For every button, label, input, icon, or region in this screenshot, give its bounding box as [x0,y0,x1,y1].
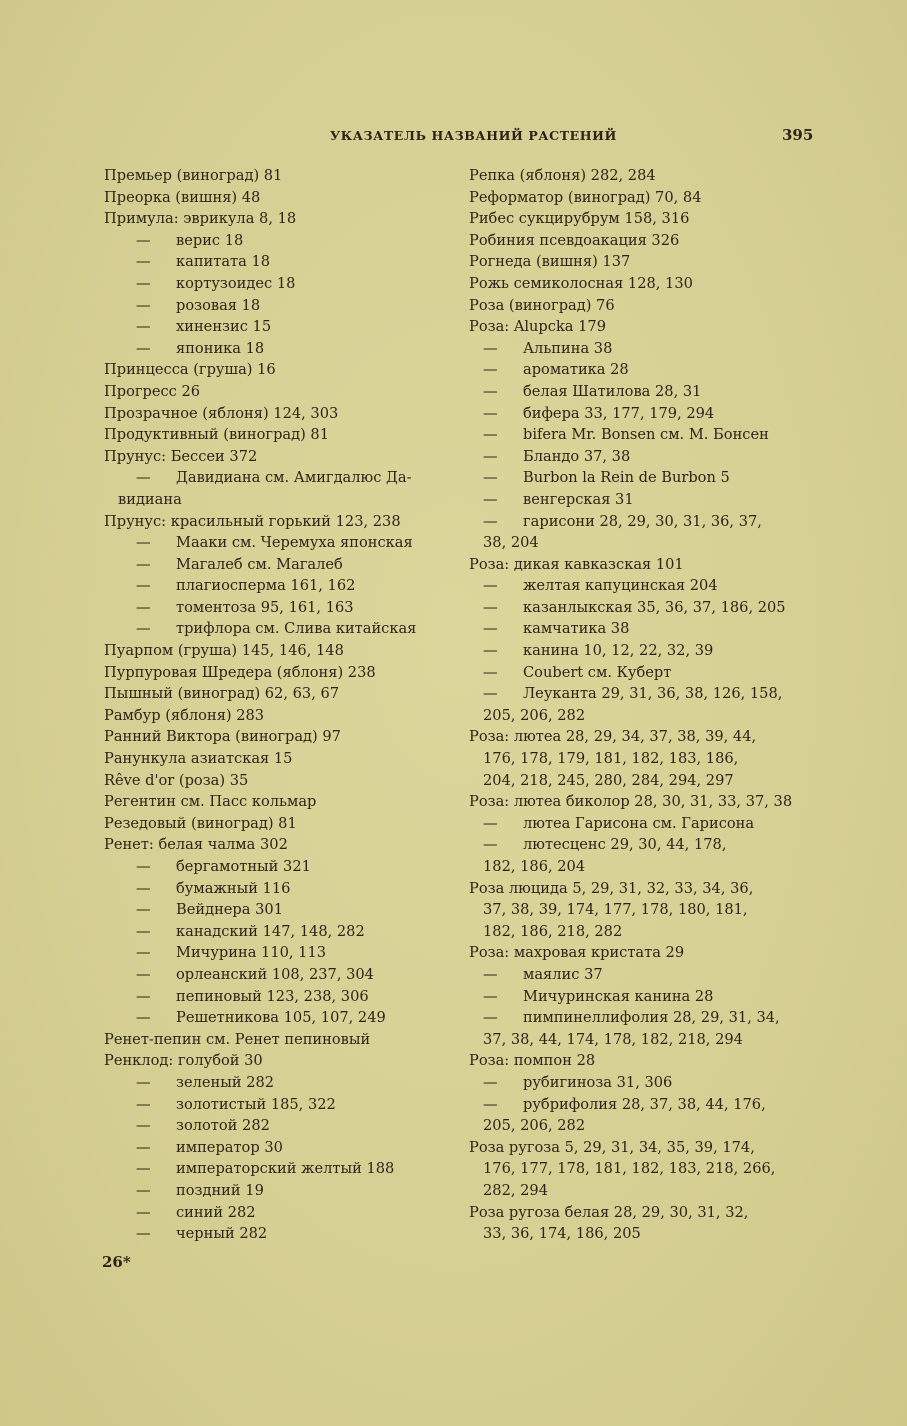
index-entry [469,986,814,1008]
index-entry [469,1158,814,1180]
entry-text: 205, 206, 282 [483,706,586,724]
ditto-dash: — [136,253,151,271]
index-entry [104,532,449,554]
entry-text: японика 18 [176,339,265,357]
index-entry [469,662,814,684]
ditto-dash: — [136,296,151,314]
ditto-dash: — [136,1203,151,1221]
entry-text: Принцесса (груша) 16 [104,361,276,379]
ditto-dash: — [136,858,151,875]
index-entry [104,1202,449,1224]
index-entry [104,230,449,252]
index-entry [104,1029,449,1051]
index-entry [104,511,449,533]
entry-text: Рожь семиколосная 128, 130 [469,274,693,292]
index-entry [469,834,814,856]
entry-text: Реформатор (виноград) 70, 84 [469,188,702,206]
index-entry [104,1158,449,1180]
index-entry [104,316,449,338]
index-entry [104,986,449,1008]
index-entry [469,1072,814,1094]
index-entry [469,726,814,748]
entry-text: томентоза 95, 161, 163 [176,598,354,616]
index-entry [469,187,814,209]
entry-text: Магалеб см. Магалеб [176,555,343,573]
entry-text: лютесценс 29, 30, 44, 178, [523,836,727,854]
ditto-dash: — [136,598,151,616]
index-entry [469,403,814,425]
index-entry [469,359,814,381]
entry-text: видиана [118,490,182,508]
entry-text: Пышный (виноград) 62, 63, 67 [104,685,340,703]
entry-text: Пуарпом (груша) 145, 146, 148 [104,642,344,660]
entry-text: казанлыкская 35, 36, 37, 186, 205 [523,598,786,616]
index-entry [104,446,449,468]
ditto-dash: — [483,663,498,681]
index-entry [104,187,449,209]
ditto-dash: — [136,577,151,595]
index-entry [469,381,814,403]
index-entry [469,489,814,511]
entry-text: Репка (яблоня) 282, 284 [469,167,656,184]
ditto-dash: — [483,339,498,357]
index-entry [104,208,449,230]
ditto-dash: — [136,620,151,638]
ditto-dash: — [136,231,151,249]
index-entry [104,1223,449,1245]
index-entry [469,770,814,792]
ditto-dash: — [136,1009,151,1027]
index-entry [469,1115,814,1137]
entry-text: Вейднера 301 [176,901,283,919]
entry-text: гарисони 28, 29, 30, 31, 36, 37, [523,512,762,530]
entry-text: венгерская 31 [523,490,634,508]
ditto-dash: — [483,361,498,379]
ditto-dash: — [483,1073,498,1091]
entry-text: Альпина 38 [523,339,613,357]
ditto-dash: — [136,1095,151,1113]
signature-mark: 26* [102,1253,131,1271]
entry-text: Ренклод: голубой 30 [104,1052,263,1070]
index-entry [104,726,449,748]
index-entry [469,273,814,295]
entry-text: 182, 186, 218, 282 [483,922,623,940]
index-entry [104,856,449,878]
index-entry [469,554,814,576]
ditto-dash: — [136,987,151,1005]
index-entry [469,446,814,468]
ditto-dash: — [136,901,151,919]
entry-text: Роза: махровая кристата 29 [469,944,685,962]
entry-text: белая Шатилова 28, 31 [523,382,702,400]
index-entry [104,1180,449,1202]
ditto-dash: — [483,620,498,638]
ditto-dash: — [483,1009,498,1027]
ditto-dash: — [136,469,151,487]
ditto-dash: — [136,1073,151,1091]
index-entry [104,640,449,662]
entry-text: золотистый 185, 322 [176,1095,336,1113]
entry-text: Прозрачное (яблоня) 124, 303 [104,404,339,422]
entry-text: маялис 37 [523,965,603,983]
entry-text: рубигиноза 31, 306 [523,1073,673,1091]
entry-text: 37, 38, 39, 174, 177, 178, 180, 181, [483,901,748,919]
entry-text: Мааки см. Черемуха японская [176,534,413,552]
ditto-dash: — [136,318,151,336]
index-entry [104,748,449,770]
entry-text: золотой 282 [176,1117,270,1135]
index-entry [104,251,449,273]
index-entry [469,964,814,986]
ditto-dash: — [136,534,151,552]
ditto-dash: — [136,922,151,940]
index-entry [104,338,449,360]
entry-text: лютеа Гарисона см. Гарисона [523,814,755,832]
index-entry [469,791,814,813]
index-entry [469,1202,814,1224]
ditto-dash: — [136,339,151,357]
page-number: 395 [782,126,814,144]
entry-text: Примула: эврикула 8, 18 [104,210,297,228]
entry-text: 37, 38, 44, 174, 178, 182, 218, 294 [483,1030,743,1048]
entry-text: 182, 186, 204 [483,858,586,875]
entry-text: трифлора см. Слива китайская [176,620,417,638]
index-entry [104,878,449,900]
ditto-dash: — [483,447,498,465]
entry-text: Роза: лютеа биколор 28, 30, 31, 33, 37, 38 [469,793,793,811]
entry-text: Прунус: красильный горький 123, 238 [104,512,401,530]
index-entry [469,1007,814,1029]
index-entry [469,1029,814,1051]
index-entry [104,813,449,835]
entry-text: синий 282 [176,1203,256,1221]
index-entry [104,597,449,619]
entry-text: хинензис 15 [176,318,272,336]
entry-text: поздний 19 [176,1181,264,1199]
entry-text: 176, 178, 179, 181, 182, 183, 186, [483,750,739,768]
entry-text: рубрифолия 28, 37, 38, 44, 176, [523,1095,766,1113]
index-entry [469,1094,814,1116]
entry-text: Пурпуровая Шредера (яблоня) 238 [104,663,376,681]
entry-text: желтая капуцинская 204 [523,577,718,595]
index-entry [469,1180,814,1202]
index-entry [104,662,449,684]
ditto-dash: — [483,987,498,1005]
index-entry [104,1050,449,1072]
entry-text: Премьер (виноград) 81 [104,167,283,184]
entry-text: Давидиана см. Амигдалюс Да- [176,469,412,487]
entry-text: Робиния псевдоакация 326 [469,231,680,249]
ditto-dash: — [483,965,498,983]
index-entry [469,899,814,921]
entry-text: Мичуринская канина 28 [523,987,714,1005]
entry-text: 282, 294 [483,1181,548,1199]
entry-text: Леуканта 29, 31, 36, 38, 126, 158, [523,685,783,703]
entry-text: 38, 204 [483,534,539,552]
page-header [0,126,907,146]
entry-text: пимпинеллифолия 28, 29, 31, 34, [523,1009,780,1027]
entry-text: капитата 18 [176,253,271,271]
ditto-dash: — [483,642,498,660]
index-entry [469,813,814,835]
entry-text: Прунус: Бессеи 372 [104,447,258,465]
ditto-dash: — [136,965,151,983]
index-entry [104,921,449,943]
entry-text: Решетникова 105, 107, 249 [176,1009,386,1027]
index-entry [104,1115,449,1137]
ditto-dash: — [136,1160,151,1178]
index-entry [104,899,449,921]
ditto-dash: — [483,382,498,400]
index-entry [469,230,814,252]
ditto-dash: — [483,426,498,444]
ditto-dash: — [483,469,498,487]
ditto-dash: — [136,555,151,573]
index-entry [104,683,449,705]
index-entry [104,295,449,317]
entry-text: 33, 36, 174, 186, 205 [483,1225,641,1243]
entry-text: Регентин см. Пасс кольмар [104,793,317,811]
index-column-left [104,165,449,1245]
index-entry [469,575,814,597]
index-entry [469,424,814,446]
index-entry [469,1223,814,1245]
entry-text: черный 282 [176,1225,268,1243]
index-entry [104,1007,449,1029]
index-entry [469,467,814,489]
index-entry [104,467,449,489]
entry-text: Рамбур (яблоня) 283 [104,706,265,724]
entry-text: бумажный 116 [176,879,291,897]
index-entry [104,381,449,403]
entry-text: Роза (виноград) 76 [469,296,615,314]
entry-text: 176, 177, 178, 181, 182, 183, 218, 266, [483,1160,776,1178]
entry-text: император 30 [176,1138,283,1156]
ditto-dash: — [136,1181,151,1199]
entry-text: канадский 147, 148, 282 [176,922,365,940]
index-entry [469,640,814,662]
entry-text: императорский желтый 188 [176,1160,395,1178]
entry-text: плагиосперма 161, 162 [176,577,356,595]
entry-text: Роза: Alupcka 179 [469,318,606,336]
entry-text: розовая 18 [176,296,261,314]
index-entry [469,878,814,900]
index-entry [104,1072,449,1094]
entry-text: Роза люцида 5, 29, 31, 32, 33, 34, 36, [469,879,754,897]
ditto-dash: — [483,490,498,508]
entry-text: Роза: дикая кавказская 101 [469,555,684,573]
index-entry [104,770,449,792]
entry-text: зеленый 282 [176,1073,275,1091]
entry-text: Продуктивный (виноград) 81 [104,426,329,444]
ditto-dash: — [483,685,498,703]
running-title: УКАЗАТЕЛЬ НАЗВАНИЙ РАСТЕНИЙ [330,128,617,143]
ditto-dash: — [136,1117,151,1135]
index-entry [469,316,814,338]
ditto-dash: — [136,274,151,292]
entry-text: Роза ругоза белая 28, 29, 30, 31, 32, [469,1203,749,1221]
entry-text: 205, 206, 282 [483,1117,586,1135]
entry-text: камчатика 38 [523,620,630,638]
ditto-dash: — [136,1225,151,1243]
entry-text: bifera Mr. Bonsen см. М. Бонсен [523,426,769,444]
entry-text: Ренет-пепин см. Ренет пепиновый [104,1030,371,1048]
ditto-dash: — [136,944,151,962]
index-entry [104,1094,449,1116]
index-entry [104,618,449,640]
entry-text: Ранний Виктора (виноград) 97 [104,728,341,746]
entry-text: Резедовый (виноград) 81 [104,814,297,832]
index-entry [104,489,449,511]
index-entry [104,942,449,964]
index-entry [104,165,449,187]
entry-text: Мичурина 110, 113 [176,944,327,962]
index-entry [469,251,814,273]
index-entry [469,338,814,360]
index-entry [469,1137,814,1159]
index-entry [104,359,449,381]
entry-text: Ренет: белая чалма 302 [104,836,288,854]
index-entry [469,597,814,619]
entry-text: верис 18 [176,231,244,249]
index-entry [104,1137,449,1159]
entry-text: Rêve d'or (роза) 35 [104,771,249,789]
ditto-dash: — [483,1095,498,1113]
entry-text: Прогресс 26 [104,382,201,400]
ditto-dash: — [483,598,498,616]
index-entry [104,424,449,446]
ditto-dash: — [483,814,498,832]
entry-text: кортузоидес 18 [176,274,296,292]
index-entry [104,403,449,425]
ditto-dash: — [483,512,498,530]
entry-text: пепиновый 123, 238, 306 [176,987,369,1005]
entry-text: канина 10, 12, 22, 32, 39 [523,642,714,660]
entry-text: Бландо 37, 38 [523,447,631,465]
index-entry [104,554,449,576]
entry-text: Burbon la Rein de Burbon 5 [523,469,730,487]
index-entry [469,942,814,964]
entry-text: Рибес сукцирубрум 158, 316 [469,210,690,228]
entry-text: Роза: помпон 28 [469,1052,596,1070]
index-entry [469,208,814,230]
index-entry [469,856,814,878]
index-entry [104,791,449,813]
index-entry [469,705,814,727]
entry-text: Роза: лютеа 28, 29, 34, 37, 38, 39, 44, [469,728,757,746]
ditto-dash: — [136,879,151,897]
index-entry [469,532,814,554]
entry-text: Рогнеда (вишня) 137 [469,253,631,271]
index-entry [469,1050,814,1072]
entry-text: ароматика 28 [523,361,629,379]
entry-text: Coubert см. Куберт [523,663,672,681]
index-entry [469,683,814,705]
index-entry [104,273,449,295]
index-entry [469,165,814,187]
index-column-right [469,165,814,1245]
entry-text: Преорка (вишня) 48 [104,188,261,206]
entry-text: бифера 33, 177, 179, 294 [523,404,715,422]
entry-text: Ранункула азиатская 15 [104,750,293,768]
entry-text: Роза ругоза 5, 29, 31, 34, 35, 39, 174, [469,1138,755,1156]
index-entry [469,921,814,943]
index-entry [469,295,814,317]
ditto-dash: — [483,404,498,422]
entry-text: бергамотный 321 [176,858,311,875]
index-entry [104,834,449,856]
index-entry [469,511,814,533]
entry-text: орлеанский 108, 237, 304 [176,965,374,983]
index-entry [104,964,449,986]
ditto-dash: — [483,577,498,595]
entry-text: 204, 218, 245, 280, 284, 294, 297 [483,771,734,789]
index-entry [104,705,449,727]
index-entry [469,748,814,770]
ditto-dash: — [136,1138,151,1156]
index-entry [104,575,449,597]
ditto-dash: — [483,836,498,854]
index-entry [469,618,814,640]
